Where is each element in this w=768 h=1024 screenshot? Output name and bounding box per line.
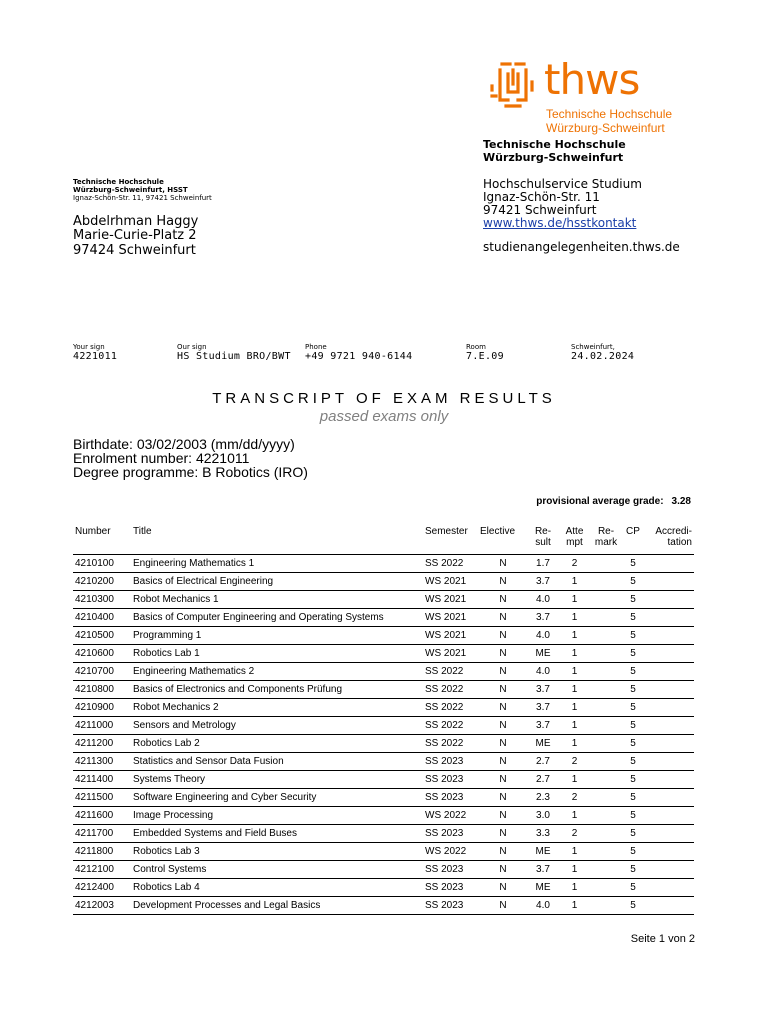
- phone-label: Phone: [305, 343, 327, 351]
- cell-attempt: 1: [558, 861, 591, 879]
- document-subtitle: passed exams only: [319, 408, 449, 425]
- cell-attempt: 2: [558, 753, 591, 771]
- cell-attempt: 1: [558, 699, 591, 717]
- cell-result: 3.7: [528, 717, 558, 735]
- cell-result: 3.0: [528, 807, 558, 825]
- cell-remark: [591, 555, 621, 573]
- logo-subline-2: Würzburg-Schweinfurt: [546, 121, 665, 135]
- cell-cp: 5: [621, 897, 645, 915]
- cell-accreditation: [645, 879, 694, 897]
- cell-elective: N: [478, 681, 528, 699]
- date-value: 24.02.2024: [571, 351, 635, 362]
- cell-cp: 5: [621, 609, 645, 627]
- cell-cp: 5: [621, 789, 645, 807]
- cell-accreditation: [645, 789, 694, 807]
- header-result: [528, 524, 558, 555]
- table-row: [73, 807, 694, 825]
- cell-result: 3.7: [528, 609, 558, 627]
- cell-number: 4211800: [73, 843, 131, 861]
- cell-number: 4211500: [73, 789, 131, 807]
- cell-elective: N: [478, 879, 528, 897]
- cell-result: 4.0: [528, 591, 558, 609]
- sender-line-3: Ignaz-Schön-Str. 11, 97421 Schweinfurt: [73, 194, 212, 202]
- cell-title: Software Engineering and Cyber Security: [131, 789, 423, 807]
- cell-title: Engineering Mathematics 1: [131, 555, 423, 573]
- cell-attempt: 1: [558, 591, 591, 609]
- contact-email: studienangelegenheiten.thws.de: [483, 240, 680, 254]
- cell-accreditation: [645, 825, 694, 843]
- cell-result: ME: [528, 879, 558, 897]
- cell-result: ME: [528, 843, 558, 861]
- document-title: TRANSCRIPT OF EXAM RESULTS: [212, 390, 556, 407]
- cell-title: Robotics Lab 4: [131, 879, 423, 897]
- our-sign-value: HS Studium BRO/BWT: [177, 351, 291, 362]
- table-row: [73, 663, 694, 681]
- header-elective: Elective: [478, 524, 528, 555]
- cell-elective: N: [478, 807, 528, 825]
- cell-title: Embedded Systems and Field Buses: [131, 825, 423, 843]
- cell-attempt: 2: [558, 555, 591, 573]
- table-row: [73, 735, 694, 753]
- cell-semester: SS 2022: [423, 735, 478, 753]
- cell-elective: N: [478, 843, 528, 861]
- cell-semester: SS 2023: [423, 879, 478, 897]
- enrolment-number: Enrolment number: 4221011: [73, 450, 250, 466]
- cell-result: 3.7: [528, 861, 558, 879]
- header-accreditation: [645, 524, 694, 555]
- header-attempt-line-2: mpt: [566, 537, 583, 548]
- header-attempt-line-1: Atte: [565, 526, 584, 537]
- cell-attempt: 1: [558, 681, 591, 699]
- cell-accreditation: [645, 735, 694, 753]
- cell-semester: SS 2022: [423, 555, 478, 573]
- table-row: [73, 879, 694, 897]
- cell-title: Robotics Lab 2: [131, 735, 423, 753]
- our-sign-label: Our sign: [177, 343, 207, 351]
- thws-logo: [488, 55, 688, 138]
- cell-attempt: 1: [558, 609, 591, 627]
- logo-subline-1: Technische Hochschule: [546, 107, 673, 121]
- cell-result: 3.7: [528, 699, 558, 717]
- cell-title: Sensors and Metrology: [131, 717, 423, 735]
- cell-cp: 5: [621, 555, 645, 573]
- cell-number: 4212100: [73, 861, 131, 879]
- table-row: [73, 555, 694, 573]
- cell-remark: [591, 789, 621, 807]
- cell-attempt: 1: [558, 879, 591, 897]
- room-value: 7.E.09: [466, 351, 504, 362]
- cell-cp: 5: [621, 681, 645, 699]
- cell-number: 4210700: [73, 663, 131, 681]
- recipient-name: Abdelrhman Haggy: [73, 214, 199, 229]
- cell-semester: SS 2023: [423, 897, 478, 915]
- cell-remark: [591, 861, 621, 879]
- cell-elective: N: [478, 753, 528, 771]
- cell-accreditation: [645, 699, 694, 717]
- cell-elective: N: [478, 717, 528, 735]
- cell-cp: 5: [621, 879, 645, 897]
- cell-elective: N: [478, 789, 528, 807]
- cell-accreditation: [645, 807, 694, 825]
- cell-number: 4211400: [73, 771, 131, 789]
- institution-street: Ignaz-Schön-Str. 11: [483, 190, 600, 204]
- cell-elective: N: [478, 861, 528, 879]
- cell-elective: N: [478, 663, 528, 681]
- cell-cp: 5: [621, 843, 645, 861]
- header-remark-line-2: mark: [594, 537, 618, 548]
- cell-result: 3.7: [528, 681, 558, 699]
- table-header-row: [73, 524, 694, 555]
- table-row: [73, 681, 694, 699]
- cell-semester: SS 2023: [423, 861, 478, 879]
- recipient-city: 97424 Schweinfurt: [73, 243, 196, 258]
- cell-number: 4210500: [73, 627, 131, 645]
- cell-accreditation: [645, 843, 694, 861]
- cell-cp: 5: [621, 807, 645, 825]
- header-result-line-2: sult: [535, 537, 551, 548]
- cell-title: Robotics Lab 3: [131, 843, 423, 861]
- cell-elective: N: [478, 609, 528, 627]
- cell-cp: 5: [621, 591, 645, 609]
- cell-title: Robotics Lab 1: [131, 645, 423, 663]
- cell-remark: [591, 843, 621, 861]
- cell-accreditation: [645, 771, 694, 789]
- your-sign-value: 4221011: [73, 351, 118, 362]
- page-number: Seite 1 von 2: [630, 933, 695, 945]
- exam-results-table: [73, 524, 694, 915]
- average-grade-label: provisional average grade:: [536, 496, 664, 507]
- recipient-street: Marie-Curie-Platz 2: [73, 228, 197, 243]
- cell-remark: [591, 735, 621, 753]
- cell-accreditation: [645, 627, 694, 645]
- cell-accreditation: [645, 645, 694, 663]
- cell-accreditation: [645, 681, 694, 699]
- contact-link[interactable]: www.thws.de/hsstkontakt: [483, 216, 637, 230]
- cell-cp: 5: [621, 663, 645, 681]
- cell-semester: SS 2023: [423, 771, 478, 789]
- cell-title: Programming 1: [131, 627, 423, 645]
- cell-title: Robot Mechanics 2: [131, 699, 423, 717]
- cell-number: 4210300: [73, 591, 131, 609]
- table-row: [73, 843, 694, 861]
- cell-cp: 5: [621, 861, 645, 879]
- cell-accreditation: [645, 591, 694, 609]
- cell-accreditation: [645, 609, 694, 627]
- room-label: Room: [466, 343, 486, 351]
- cell-remark: [591, 897, 621, 915]
- cell-result: 2.7: [528, 753, 558, 771]
- cell-attempt: 2: [558, 825, 591, 843]
- institution-service: Hochschulservice Studium: [483, 177, 642, 191]
- cell-elective: N: [478, 555, 528, 573]
- header-attempt: [558, 524, 591, 555]
- cell-elective: N: [478, 771, 528, 789]
- average-grade: [470, 496, 691, 508]
- cell-remark: [591, 591, 621, 609]
- cell-number: 4212400: [73, 879, 131, 897]
- logo-wordmark: thws: [544, 55, 640, 104]
- cell-title: Image Processing: [131, 807, 423, 825]
- cell-attempt: 1: [558, 663, 591, 681]
- cell-title: Control Systems: [131, 861, 423, 879]
- cell-semester: SS 2022: [423, 663, 478, 681]
- cell-result: 3.7: [528, 573, 558, 591]
- cell-attempt: 1: [558, 717, 591, 735]
- sender-line-2: Würzburg-Schweinfurt, HSST: [73, 186, 188, 194]
- cell-title: Basics of Electronics and Components Prüfung: [131, 681, 423, 699]
- cell-semester: SS 2023: [423, 753, 478, 771]
- cell-semester: WS 2022: [423, 843, 478, 861]
- cell-semester: WS 2022: [423, 807, 478, 825]
- cell-elective: N: [478, 735, 528, 753]
- header-cp: CP: [621, 524, 645, 555]
- cell-result: 2.3: [528, 789, 558, 807]
- cell-semester: SS 2022: [423, 717, 478, 735]
- header-title: Title: [131, 524, 423, 555]
- cell-number: 4211000: [73, 717, 131, 735]
- header-remark: [591, 524, 621, 555]
- cell-elective: N: [478, 645, 528, 663]
- cell-accreditation: [645, 897, 694, 915]
- table-row: [73, 645, 694, 663]
- cell-accreditation: [645, 663, 694, 681]
- cell-accreditation: [645, 555, 694, 573]
- cell-number: 4211300: [73, 753, 131, 771]
- cell-accreditation: [645, 753, 694, 771]
- cell-number: 4211200: [73, 735, 131, 753]
- cell-elective: N: [478, 591, 528, 609]
- cell-number: 4210800: [73, 681, 131, 699]
- cell-cp: 5: [621, 699, 645, 717]
- cell-accreditation: [645, 717, 694, 735]
- cell-result: ME: [528, 735, 558, 753]
- cell-title: Development Processes and Legal Basics: [131, 897, 423, 915]
- institution-name-line-1: Technische Hochschule: [483, 138, 626, 151]
- cell-title: Engineering Mathematics 2: [131, 663, 423, 681]
- cell-cp: 5: [621, 771, 645, 789]
- cell-semester: WS 2021: [423, 573, 478, 591]
- table-row: [73, 717, 694, 735]
- cell-title: Statistics and Sensor Data Fusion: [131, 753, 423, 771]
- cell-title: Basics of Computer Engineering and Operating Systems: [131, 609, 423, 627]
- cell-remark: [591, 681, 621, 699]
- table-row: [73, 753, 694, 771]
- table-row: [73, 789, 694, 807]
- cell-accreditation: [645, 573, 694, 591]
- cell-remark: [591, 627, 621, 645]
- header-accreditation-line-2: tation: [667, 537, 692, 548]
- cell-attempt: 1: [558, 807, 591, 825]
- cell-cp: 5: [621, 735, 645, 753]
- cell-attempt: 1: [558, 645, 591, 663]
- cell-semester: SS 2023: [423, 825, 478, 843]
- cell-cp: 5: [621, 645, 645, 663]
- cell-cp: 5: [621, 627, 645, 645]
- cell-result: 2.7: [528, 771, 558, 789]
- cell-remark: [591, 663, 621, 681]
- cell-semester: SS 2023: [423, 789, 478, 807]
- cell-result: ME: [528, 645, 558, 663]
- date-label: Schweinfurt,: [571, 343, 615, 351]
- cell-result: 4.0: [528, 627, 558, 645]
- header-semester: Semester: [423, 524, 478, 555]
- cell-number: 4210600: [73, 645, 131, 663]
- cell-result: 4.0: [528, 897, 558, 915]
- cell-remark: [591, 717, 621, 735]
- cell-attempt: 1: [558, 735, 591, 753]
- birthdate: Birthdate: 03/02/2003 (mm/dd/yyyy): [73, 436, 295, 452]
- cell-remark: [591, 645, 621, 663]
- table-row: [73, 699, 694, 717]
- degree-programme: Degree programme: B Robotics (IRO): [73, 464, 308, 480]
- cell-title: Basics of Electrical Engineering: [131, 573, 423, 591]
- cell-title: Systems Theory: [131, 771, 423, 789]
- cell-remark: [591, 825, 621, 843]
- header-accreditation-line-1: Accredi-: [655, 526, 692, 537]
- table-row: [73, 609, 694, 627]
- cell-number: 4210100: [73, 555, 131, 573]
- institution-name-line-2: Würzburg-Schweinfurt: [483, 151, 624, 164]
- table-row: [73, 627, 694, 645]
- cell-remark: [591, 609, 621, 627]
- cell-number: 4210900: [73, 699, 131, 717]
- cell-elective: N: [478, 573, 528, 591]
- cell-attempt: 1: [558, 843, 591, 861]
- table-row: [73, 825, 694, 843]
- cell-attempt: 1: [558, 771, 591, 789]
- institution-city: 97421 Schweinfurt: [483, 203, 597, 217]
- cell-attempt: 1: [558, 897, 591, 915]
- table-row: [73, 861, 694, 879]
- cell-semester: WS 2021: [423, 591, 478, 609]
- cell-number: 4212003: [73, 897, 131, 915]
- cell-number: 4210400: [73, 609, 131, 627]
- cell-semester: SS 2022: [423, 699, 478, 717]
- table-row: [73, 573, 694, 591]
- cell-elective: N: [478, 699, 528, 717]
- cell-result: 4.0: [528, 663, 558, 681]
- cell-elective: N: [478, 627, 528, 645]
- cell-accreditation: [645, 861, 694, 879]
- cell-remark: [591, 879, 621, 897]
- cell-semester: WS 2021: [423, 645, 478, 663]
- table-row: [73, 771, 694, 789]
- sender-line-1: Technische Hochschule: [73, 178, 164, 186]
- cell-remark: [591, 771, 621, 789]
- thws-logo-mark-icon: [488, 60, 538, 110]
- header-remark-line-1: Re-: [597, 526, 615, 537]
- header-number: Number: [73, 524, 131, 555]
- table-row: [73, 897, 694, 915]
- header-result-line-1: Re-: [534, 526, 552, 537]
- cell-elective: N: [478, 825, 528, 843]
- cell-remark: [591, 807, 621, 825]
- average-grade-value: 3.28: [671, 496, 691, 507]
- cell-cp: 5: [621, 753, 645, 771]
- cell-result: 3.3: [528, 825, 558, 843]
- cell-number: 4210200: [73, 573, 131, 591]
- exam-results-body: [73, 555, 694, 915]
- cell-title: Robot Mechanics 1: [131, 591, 423, 609]
- cell-elective: N: [478, 897, 528, 915]
- cell-semester: WS 2021: [423, 609, 478, 627]
- your-sign-label: Your sign: [73, 343, 105, 351]
- cell-remark: [591, 699, 621, 717]
- cell-cp: 5: [621, 825, 645, 843]
- cell-cp: 5: [621, 573, 645, 591]
- phone-value: +49 9721 940-6144: [305, 351, 413, 362]
- cell-attempt: 1: [558, 573, 591, 591]
- cell-remark: [591, 753, 621, 771]
- cell-result: 1.7: [528, 555, 558, 573]
- cell-attempt: 1: [558, 627, 591, 645]
- cell-number: 4211700: [73, 825, 131, 843]
- cell-attempt: 2: [558, 789, 591, 807]
- cell-number: 4211600: [73, 807, 131, 825]
- cell-semester: SS 2022: [423, 681, 478, 699]
- cell-semester: WS 2021: [423, 627, 478, 645]
- cell-remark: [591, 573, 621, 591]
- cell-cp: 5: [621, 717, 645, 735]
- table-row: [73, 591, 694, 609]
